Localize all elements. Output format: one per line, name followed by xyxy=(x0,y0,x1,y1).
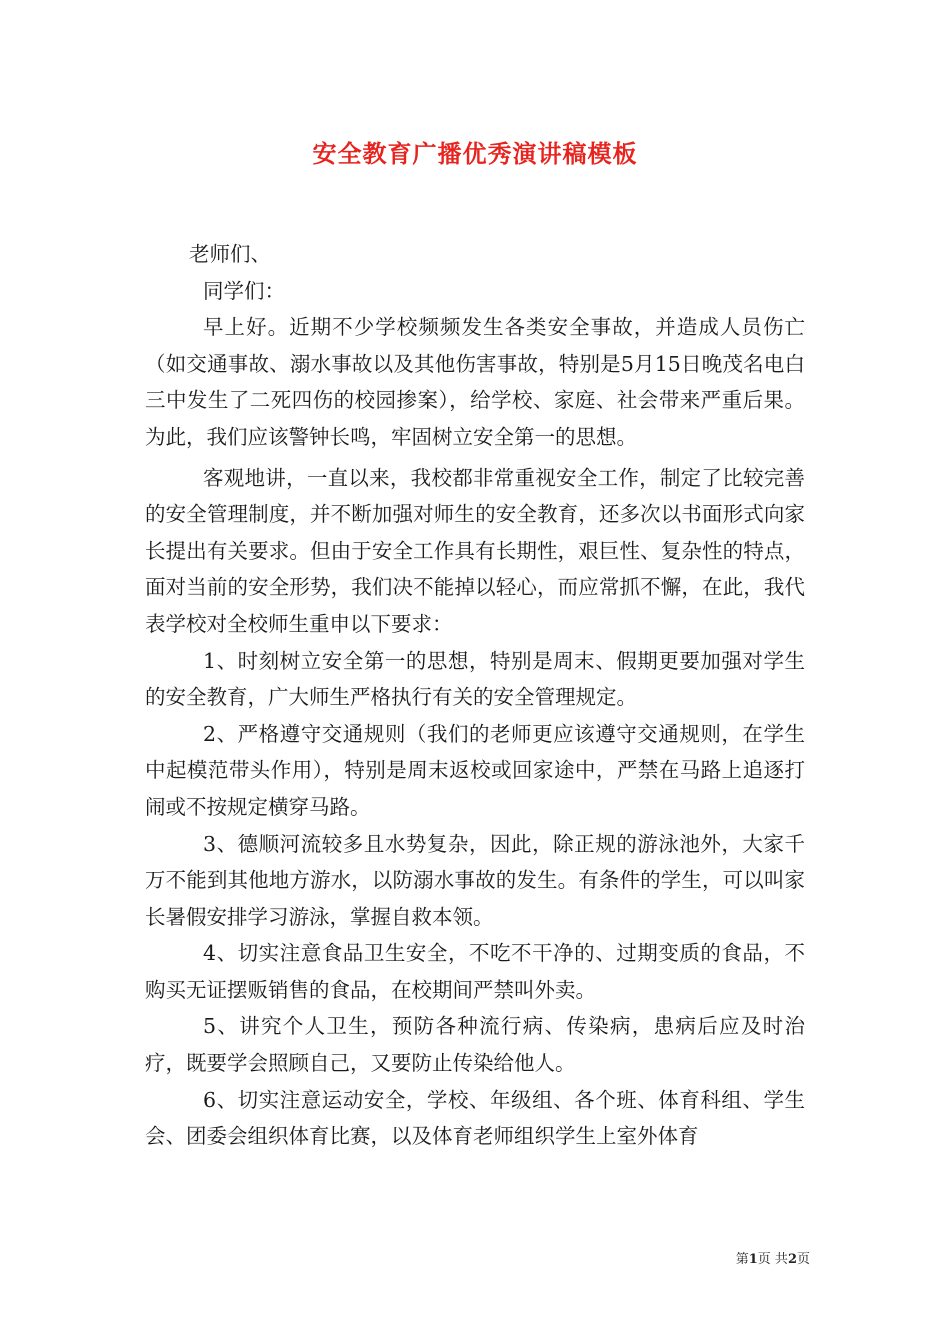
document-body xyxy=(145,236,805,1155)
page-number-footer xyxy=(700,1248,810,1267)
paragraph-item-5: 5、讲究个人卫生，预防各种流行病、传染病，患病后应及时治疗，既要学会照顾自己，又要防止传染给他人。 xyxy=(145,1014,805,1076)
footer-middle: 页 共 xyxy=(757,1252,788,1267)
footer-total-pages: 2 xyxy=(787,1252,797,1267)
paragraph-item-4: 4、切实注意食品卫生安全，不吃不干净的、过期变质的食品，不购买无证摆贩销售的食品，在校期间严禁叫外卖。 xyxy=(145,941,805,1002)
salutation-teachers: 老师们、 xyxy=(189,242,271,266)
paragraph-greeting: 早上好。近期不少学校频频发生各类安全事故，并造成人员伤亡（如交通事故、溺水事故以及其他伤害事故，特别是5月15日晚茂名电白三中发生了二死四伤的校园掺案），给学校、家庭、社会带来严重后果。为此，我们应该警钟长鸣，牢固树立安全第一的思想。 xyxy=(145,315,805,449)
paragraph-item-2: 2、严格遵守交通规则（我们的老师更应该遵守交通规则，在学生中起模范带头作用），特别是周末返校或回家途中，严禁在马路上追逐打闹或不按规定横穿马路。 xyxy=(145,721,805,819)
paragraph-item-1: 1、时刻树立安全第一的思想，特别是周末、假期更要加强对学生的安全教育，广大师生严格执行有关的安全管理规定。 xyxy=(145,648,805,710)
document-title: 安全教育广播优秀演讲稿模板 xyxy=(312,139,638,168)
paragraph-item-6: 6、切实注意运动安全，学校、年级组、各个班、体育科组、学生会、团委会组织体育比赛，以及体育老师组织学生上室外体育 xyxy=(145,1087,805,1149)
footer-suffix: 页 xyxy=(796,1252,810,1267)
paragraph-item-3: 3、德顺河流较多且水势复杂，因此，除正规的游泳池外，大家千万不能到其他地方游水，以防溺水事故的发生。有条件的学生，可以叫家长暑假安排学习游泳，掌握自救本领。 xyxy=(145,831,805,929)
paragraph-context: 客观地讲，一直以来，我校都非常重视安全工作，制定了比较完善的安全管理制度，并不断加强对师生的安全教育，还多次以书面形式向家长提出有关要求。但由于安全工作具有长期性，艰巨性、复杂性的特点，面对当前的安全形势，我们决不能掉以轻心，而应常抓不懈，在此，我代表学校对全校师生重申以下要求： xyxy=(145,465,805,636)
footer-prefix: 第 xyxy=(735,1252,749,1267)
footer-current-page: 1 xyxy=(748,1252,758,1267)
salutation-students: 同学们： xyxy=(203,278,285,303)
